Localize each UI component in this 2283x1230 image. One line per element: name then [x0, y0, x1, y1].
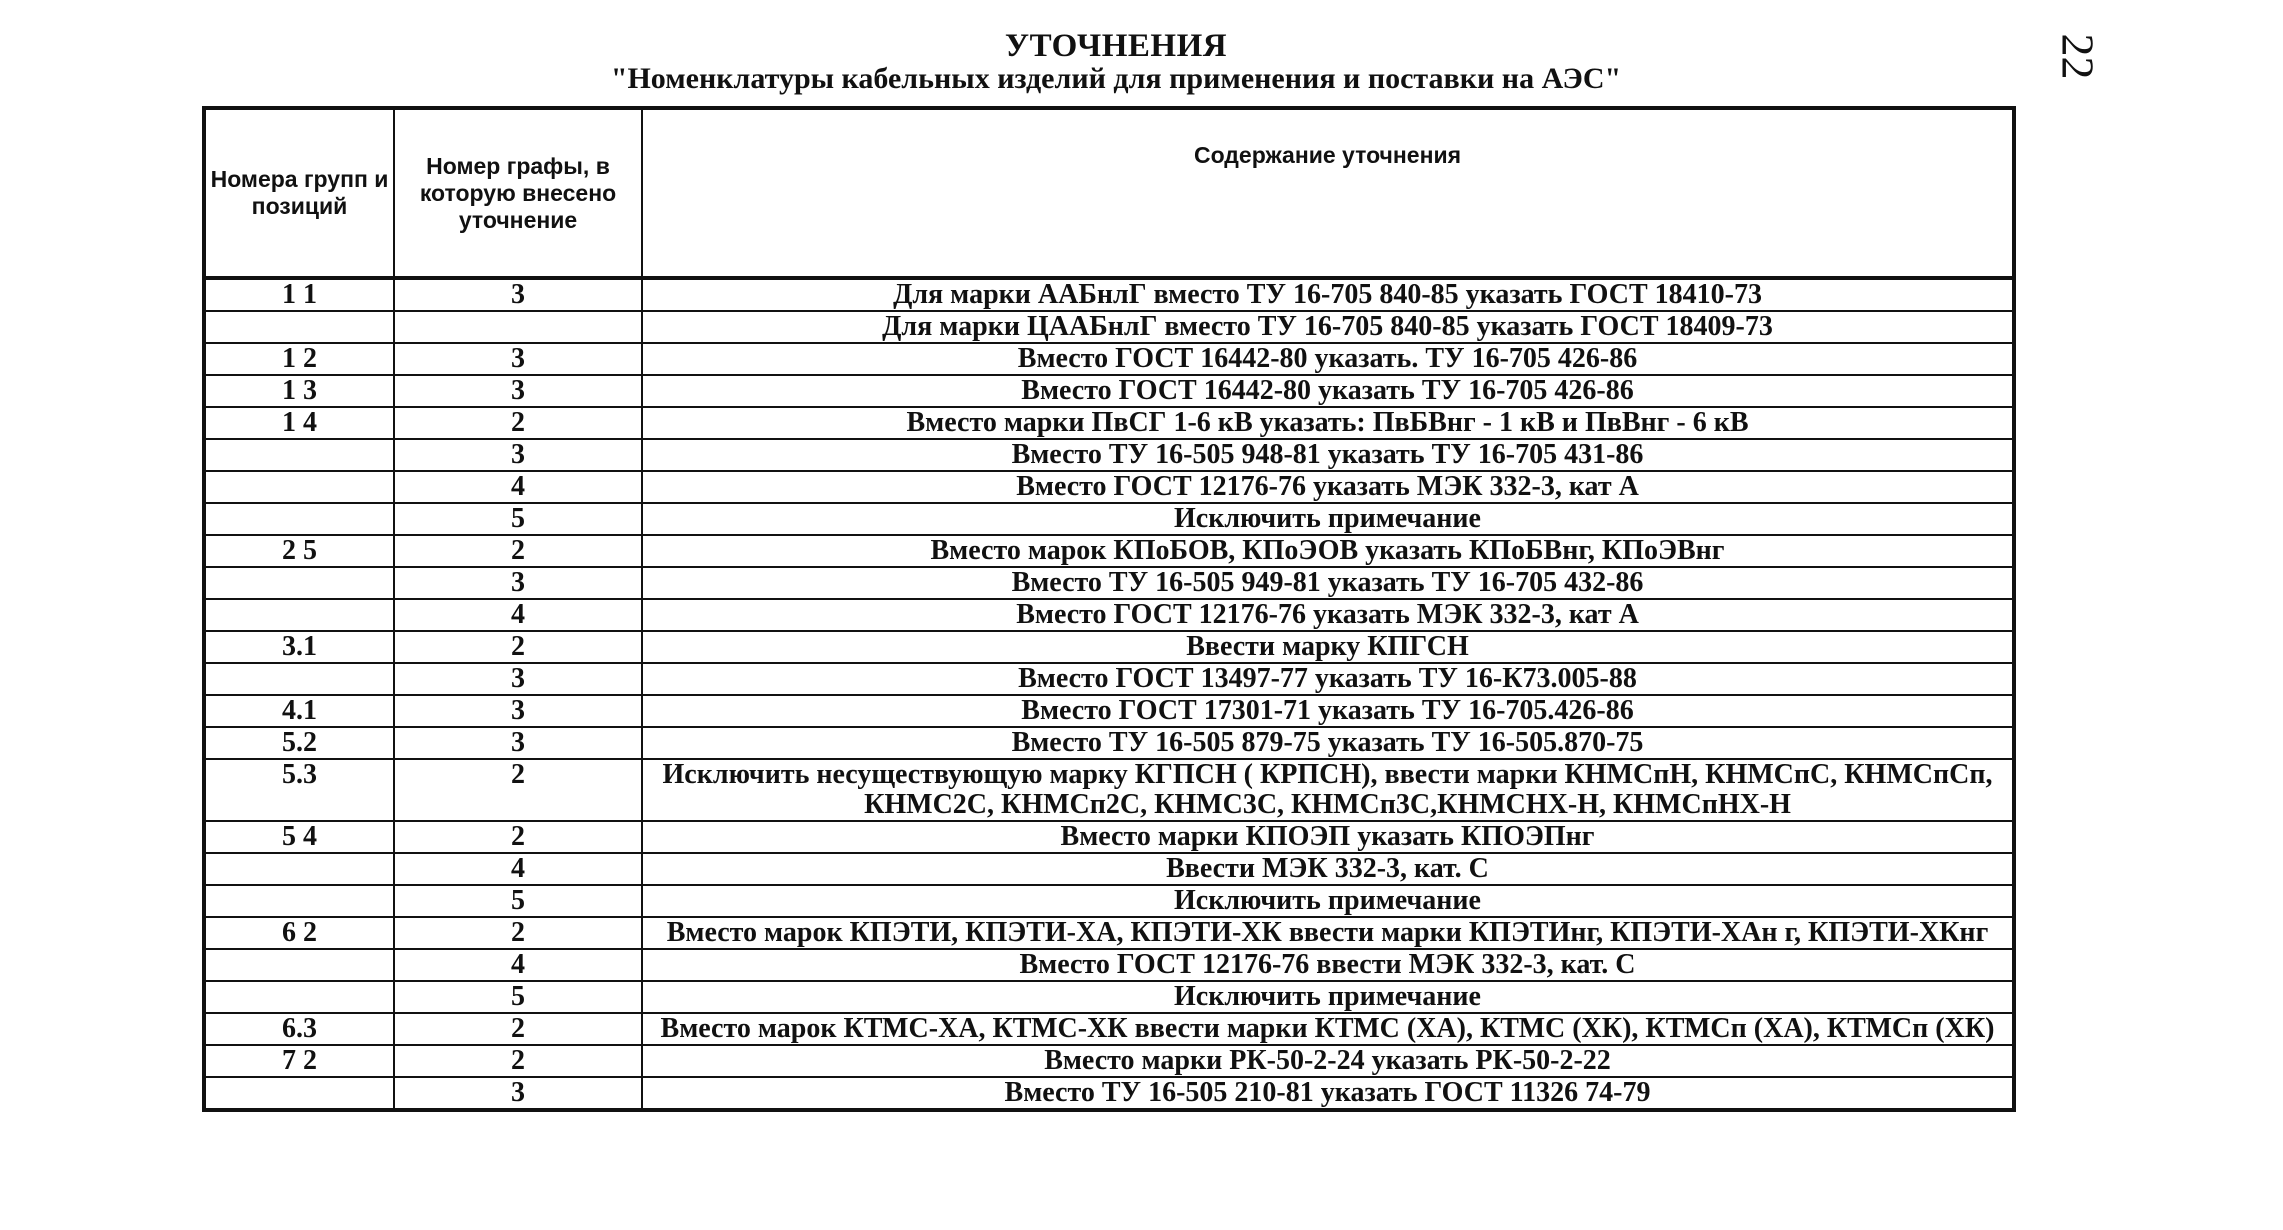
group-cell [204, 599, 394, 631]
column-number-cell: 2 [394, 917, 642, 949]
clarification-cell: Вместо ГОСТ 12176-76 указать МЭК 332-3, кат А [642, 471, 2014, 503]
group-cell: 2 5 [204, 535, 394, 567]
clarification-cell: Вместо ТУ 16-505 879-75 указать ТУ 16-505.870-75 [642, 727, 2014, 759]
table-row [204, 695, 2014, 727]
column-number-cell: 4 [394, 599, 642, 631]
group-cell [204, 853, 394, 885]
column-number-cell: 3 [394, 278, 642, 311]
column-number-cell: 5 [394, 885, 642, 917]
clarification-cell: Исключить примечание [642, 503, 2014, 535]
column-number-cell [394, 311, 642, 343]
clarification-cell: Ввести МЭК 332-3, кат. С [642, 853, 2014, 885]
table-row [204, 853, 2014, 885]
clarification-cell: Вместо ТУ 16-505 949-81 указать ТУ 16-705 432-86 [642, 567, 2014, 599]
table-row [204, 471, 2014, 503]
column-number-cell: 3 [394, 1077, 642, 1110]
column-number-cell: 3 [394, 663, 642, 695]
group-cell [204, 439, 394, 471]
group-cell: 6 2 [204, 917, 394, 949]
group-cell [204, 981, 394, 1013]
table-row [204, 503, 2014, 535]
group-cell [204, 567, 394, 599]
column-number-cell: 4 [394, 949, 642, 981]
column-number-cell: 2 [394, 1013, 642, 1045]
column-number-cell: 2 [394, 535, 642, 567]
clarification-cell: Вместо марок КТМС-ХА, КТМС-ХК ввести марки КТМС (ХА), КТМС (ХК), КТМСп (ХА), КТМСп (ХК) [642, 1013, 2014, 1045]
table-row [204, 1077, 2014, 1110]
clarifications-table [202, 106, 2016, 1112]
column-number-cell: 2 [394, 759, 642, 821]
table-row [204, 663, 2014, 695]
table-header-row [204, 108, 2014, 278]
clarification-cell: Для марки ААБнлГ вместо ТУ 16-705 840-85 указать ГОСТ 18410-73 [642, 278, 2014, 311]
clarification-cell: Вместо ТУ 16-505 210-81 указать ГОСТ 11326 74-79 [642, 1077, 2014, 1110]
column-number-cell: 3 [394, 375, 642, 407]
clarification-cell: Исключить примечание [642, 885, 2014, 917]
group-cell [204, 471, 394, 503]
page-number: 22 [2052, 33, 2104, 80]
document-subtitle: "Номенклатуры кабельных изделий для применения и поставки на АЭС" [610, 62, 1622, 95]
table-row [204, 407, 2014, 439]
clarification-cell: Вместо марок КПоБОВ, КПоЭОВ указать КПоБВнг, КПоЭВнг [642, 535, 2014, 567]
clarification-cell: Исключить несуществующую марку КГПСН ( КРПСН), ввести марки КНМСпН, КНМСпС, КНМСпСп, КНМС2С, КНМСп2С, КНМС3С, КНМСп3С,КНМСНХ-Н, КНМСпНХ-Н [642, 759, 2014, 821]
column-number-cell: 5 [394, 503, 642, 535]
table-row [204, 343, 2014, 375]
group-cell: 5.2 [204, 727, 394, 759]
column-number-cell: 3 [394, 343, 642, 375]
column-number-cell: 2 [394, 407, 642, 439]
table-row [204, 821, 2014, 853]
table-row [204, 599, 2014, 631]
group-cell [204, 311, 394, 343]
table-row [204, 885, 2014, 917]
table-row [204, 535, 2014, 567]
table-row [204, 631, 2014, 663]
group-cell: 1 3 [204, 375, 394, 407]
clarification-cell: Вместо марки РК-50-2-24 указать РК-50-2-22 [642, 1045, 2014, 1077]
clarification-cell: Вместо марки КПОЭП указать КПОЭПнг [642, 821, 2014, 853]
group-cell [204, 949, 394, 981]
clarification-cell: Ввести марку КПГСН [642, 631, 2014, 663]
clarification-cell: Вместо ГОСТ 12176-76 ввести МЭК 332-3, кат. С [642, 949, 2014, 981]
group-cell: 7 2 [204, 1045, 394, 1077]
table-row [204, 311, 2014, 343]
column-number-cell: 2 [394, 1045, 642, 1077]
header-column-number: Номер графы, в которую внесено уточнение [394, 108, 642, 278]
clarification-cell: Для марки ЦААБнлГ вместо ТУ 16-705 840-85 указать ГОСТ 18409-73 [642, 311, 2014, 343]
column-number-cell: 3 [394, 439, 642, 471]
group-cell: 1 1 [204, 278, 394, 311]
clarification-cell: Вместо ТУ 16-505 948-81 указать ТУ 16-705 431-86 [642, 439, 2014, 471]
table-row [204, 375, 2014, 407]
column-number-cell: 2 [394, 821, 642, 853]
clarification-cell: Вместо ГОСТ 17301-71 указать ТУ 16-705.426-86 [642, 695, 2014, 727]
group-cell [204, 503, 394, 535]
group-cell: 5 4 [204, 821, 394, 853]
column-number-cell: 3 [394, 695, 642, 727]
table-row [204, 439, 2014, 471]
group-cell [204, 885, 394, 917]
header-clarification-content: Содержание уточнения [642, 108, 2014, 278]
group-cell: 6.3 [204, 1013, 394, 1045]
column-number-cell: 4 [394, 853, 642, 885]
group-cell: 3.1 [204, 631, 394, 663]
column-number-cell: 2 [394, 631, 642, 663]
clarification-cell: Вместо марок КПЭТИ, КПЭТИ-ХА, КПЭТИ-ХК ввести марки КПЭТИнг, КПЭТИ-ХАн г, КПЭТИ-ХКнг [642, 917, 2014, 949]
table-row [204, 1045, 2014, 1077]
clarification-cell: Вместо ГОСТ 16442-80 указать ТУ 16-705 426-86 [642, 375, 2014, 407]
group-cell: 5.3 [204, 759, 394, 821]
group-cell: 1 2 [204, 343, 394, 375]
group-cell [204, 1077, 394, 1110]
column-number-cell: 4 [394, 471, 642, 503]
table-row [204, 949, 2014, 981]
table-row [204, 981, 2014, 1013]
group-cell: 4.1 [204, 695, 394, 727]
column-number-cell: 3 [394, 727, 642, 759]
document-title: УТОЧНЕНИЯ [1004, 28, 1228, 64]
clarification-cell: Вместо ГОСТ 12176-76 указать МЭК 332-3, кат А [642, 599, 2014, 631]
column-number-cell: 5 [394, 981, 642, 1013]
clarification-cell: Исключить примечание [642, 981, 2014, 1013]
group-cell [204, 663, 394, 695]
table-row [204, 278, 2014, 311]
table-row [204, 727, 2014, 759]
table-row [204, 1013, 2014, 1045]
clarification-cell: Вместо ГОСТ 13497-77 указать ТУ 16-К73.005-88 [642, 663, 2014, 695]
group-cell: 1 4 [204, 407, 394, 439]
table-row [204, 759, 2014, 821]
table-row [204, 567, 2014, 599]
clarification-cell: Вместо марки ПвСГ 1-6 кВ указать: ПвБВнг - 1 кВ и ПвВнг - 6 кВ [642, 407, 2014, 439]
column-number-cell: 3 [394, 567, 642, 599]
clarification-cell: Вместо ГОСТ 16442-80 указать. ТУ 16-705 426-86 [642, 343, 2014, 375]
header-group-positions: Номера групп и позиций [204, 108, 394, 278]
table-row [204, 917, 2014, 949]
